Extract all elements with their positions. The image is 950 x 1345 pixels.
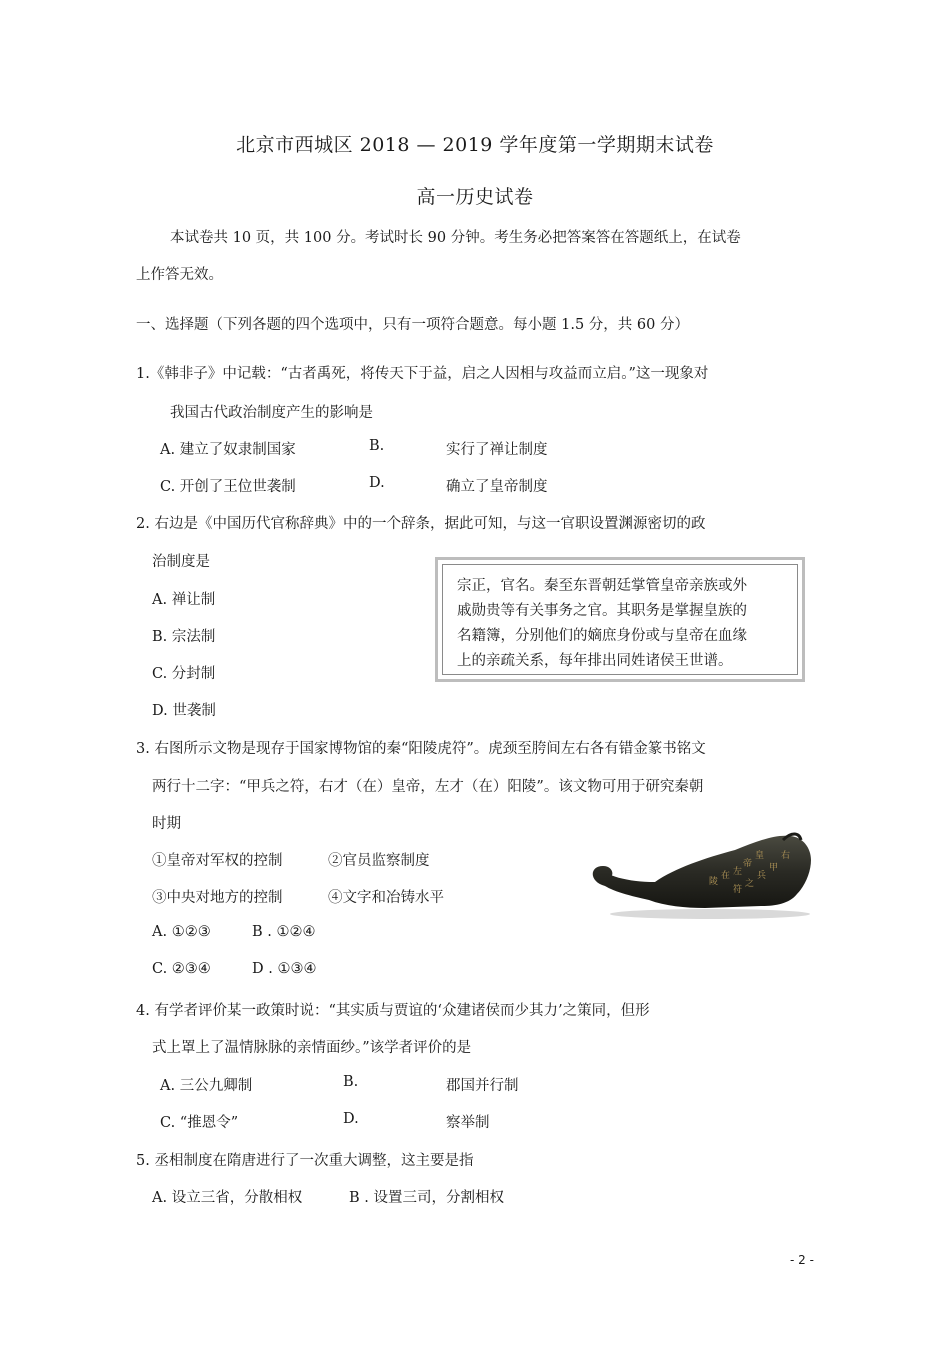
q5-option-a: A. 设立三省，分散相权: [152, 1190, 303, 1206]
q4-option-d-label: D.: [343, 1111, 359, 1127]
q3-stem-line-1: 3. 右图所示文物是现存于国家博物馆的秦“阳陵虎符”。虎颈至胯间左右各有错金篆书铭文: [136, 741, 706, 757]
q3-option-c: C. ②③④: [152, 961, 211, 977]
svg-text:兵: 兵: [757, 871, 767, 881]
svg-text:皇: 皇: [755, 851, 765, 861]
dictionary-entry-line: 名籍簿，分别他们的嫡庶身份或与皇帝在血缘: [457, 628, 747, 644]
dictionary-entry-line: 宗正，官名。秦至东晋朝廷掌管皇帝亲族或外: [457, 578, 747, 594]
q5-option-b: B . 设置三司，分割相权: [349, 1190, 504, 1206]
q5-stem-line-1: 5. 丞相制度在隋唐进行了一次重大调整，这主要是指: [136, 1153, 474, 1169]
q1-stem-line-2: 我国古代政治制度产生的影响是: [170, 405, 373, 421]
q1-option-c: C. 开创了王位世袭制: [160, 479, 296, 495]
q3-item-2: ②官员监察制度: [328, 853, 430, 869]
svg-text:左: 左: [733, 867, 743, 877]
q4-option-b-label: B.: [343, 1074, 359, 1090]
q3-item-1: ①皇帝对军权的控制: [152, 853, 283, 869]
svg-text:之: 之: [745, 879, 755, 889]
q1-option-a: A. 建立了奴隶制国家: [160, 442, 296, 458]
section-heading: 一、选择题（下列各题的四个选项中，只有一项符合题意。每小题 1.5 分，共 60 分）: [136, 317, 689, 333]
q1-stem-line-1: 1.《韩非子》中记载：“古者禹死，将传天下于益，启之人因相与攻益而立启。”这一现象对: [136, 366, 709, 382]
svg-text:符: 符: [733, 885, 743, 895]
q4-option-c: C. “推恩令”: [160, 1115, 239, 1131]
svg-text:甲: 甲: [769, 863, 779, 873]
dictionary-entry-line: 戚勋贵等有关事务之官。其职务是掌握皇族的: [457, 603, 747, 619]
q4-stem-line-2: 式上罩上了温情脉脉的亲情面纱。”该学者评价的是: [152, 1040, 472, 1056]
q2-option-d: D. 世袭制: [152, 703, 216, 719]
page-number: - 2 -: [790, 1253, 814, 1267]
instructions-line-1: 本试卷共 10 页，共 100 分。考试时长 90 分钟。考生务必把答案答在答题纸上，在试卷: [170, 230, 741, 246]
q2-option-c: C. 分封制: [152, 666, 216, 682]
q2-stem-line-2: 治制度是: [152, 554, 210, 570]
q3-option-b: B . ①②④: [252, 924, 316, 940]
dictionary-entry-line: 上的亲疏关系，每年排出同姓诸侯王世谱。: [457, 653, 733, 669]
q4-stem-line-1: 4. 有学者评价某一政策时说：“其实质与贾谊的‘众建诸侯而少其力’之策同，但形: [136, 1003, 650, 1019]
q3-stem-line-2: 两行十二字：“甲兵之符，右才（在）皇帝，左才（在）阳陵”。该文物可用于研究秦朝: [152, 779, 704, 795]
q1-option-d-label: D.: [369, 475, 385, 491]
q1-option-b-label: B.: [369, 438, 385, 454]
q2-option-a: A. 禅让制: [152, 592, 216, 608]
q2-option-b: B. 宗法制: [152, 629, 216, 645]
q3-item-3: ③中央对地方的控制: [152, 890, 283, 906]
q4-option-d: 察举制: [446, 1115, 490, 1131]
exam-title: 北京市西城区 2018 — 2019 学年度第一学期期末试卷: [236, 134, 714, 156]
svg-text:帝: 帝: [743, 859, 753, 869]
q1-option-d: 确立了皇帝制度: [446, 479, 548, 495]
instructions-line-2: 上作答无效。: [136, 267, 223, 283]
q3-item-4: ④文字和冶铸水平: [328, 890, 444, 906]
q3-stem-line-3: 时期: [152, 816, 181, 832]
svg-text:右: 右: [781, 851, 791, 861]
dictionary-entry-box: [435, 557, 805, 682]
q4-option-a: A. 三公九卿制: [160, 1078, 253, 1094]
exam-subtitle: 高一历史试卷: [416, 186, 534, 208]
svg-text:陵: 陵: [709, 877, 719, 887]
q4-option-b: 郡国并行制: [446, 1078, 519, 1094]
tiger-tally-image: [585, 828, 817, 920]
dictionary-entry-inner: [442, 564, 798, 675]
q1-option-b: 实行了禅让制度: [446, 442, 548, 458]
q3-option-d: D . ①③④: [252, 961, 317, 977]
q3-option-a: A. ①②③: [152, 924, 211, 940]
svg-text:在: 在: [721, 871, 731, 881]
q2-stem-line-1: 2. 右边是《中国历代官称辞典》中的一个辞条，据此可知，与这一官职设置渊源密切的政: [136, 516, 706, 532]
